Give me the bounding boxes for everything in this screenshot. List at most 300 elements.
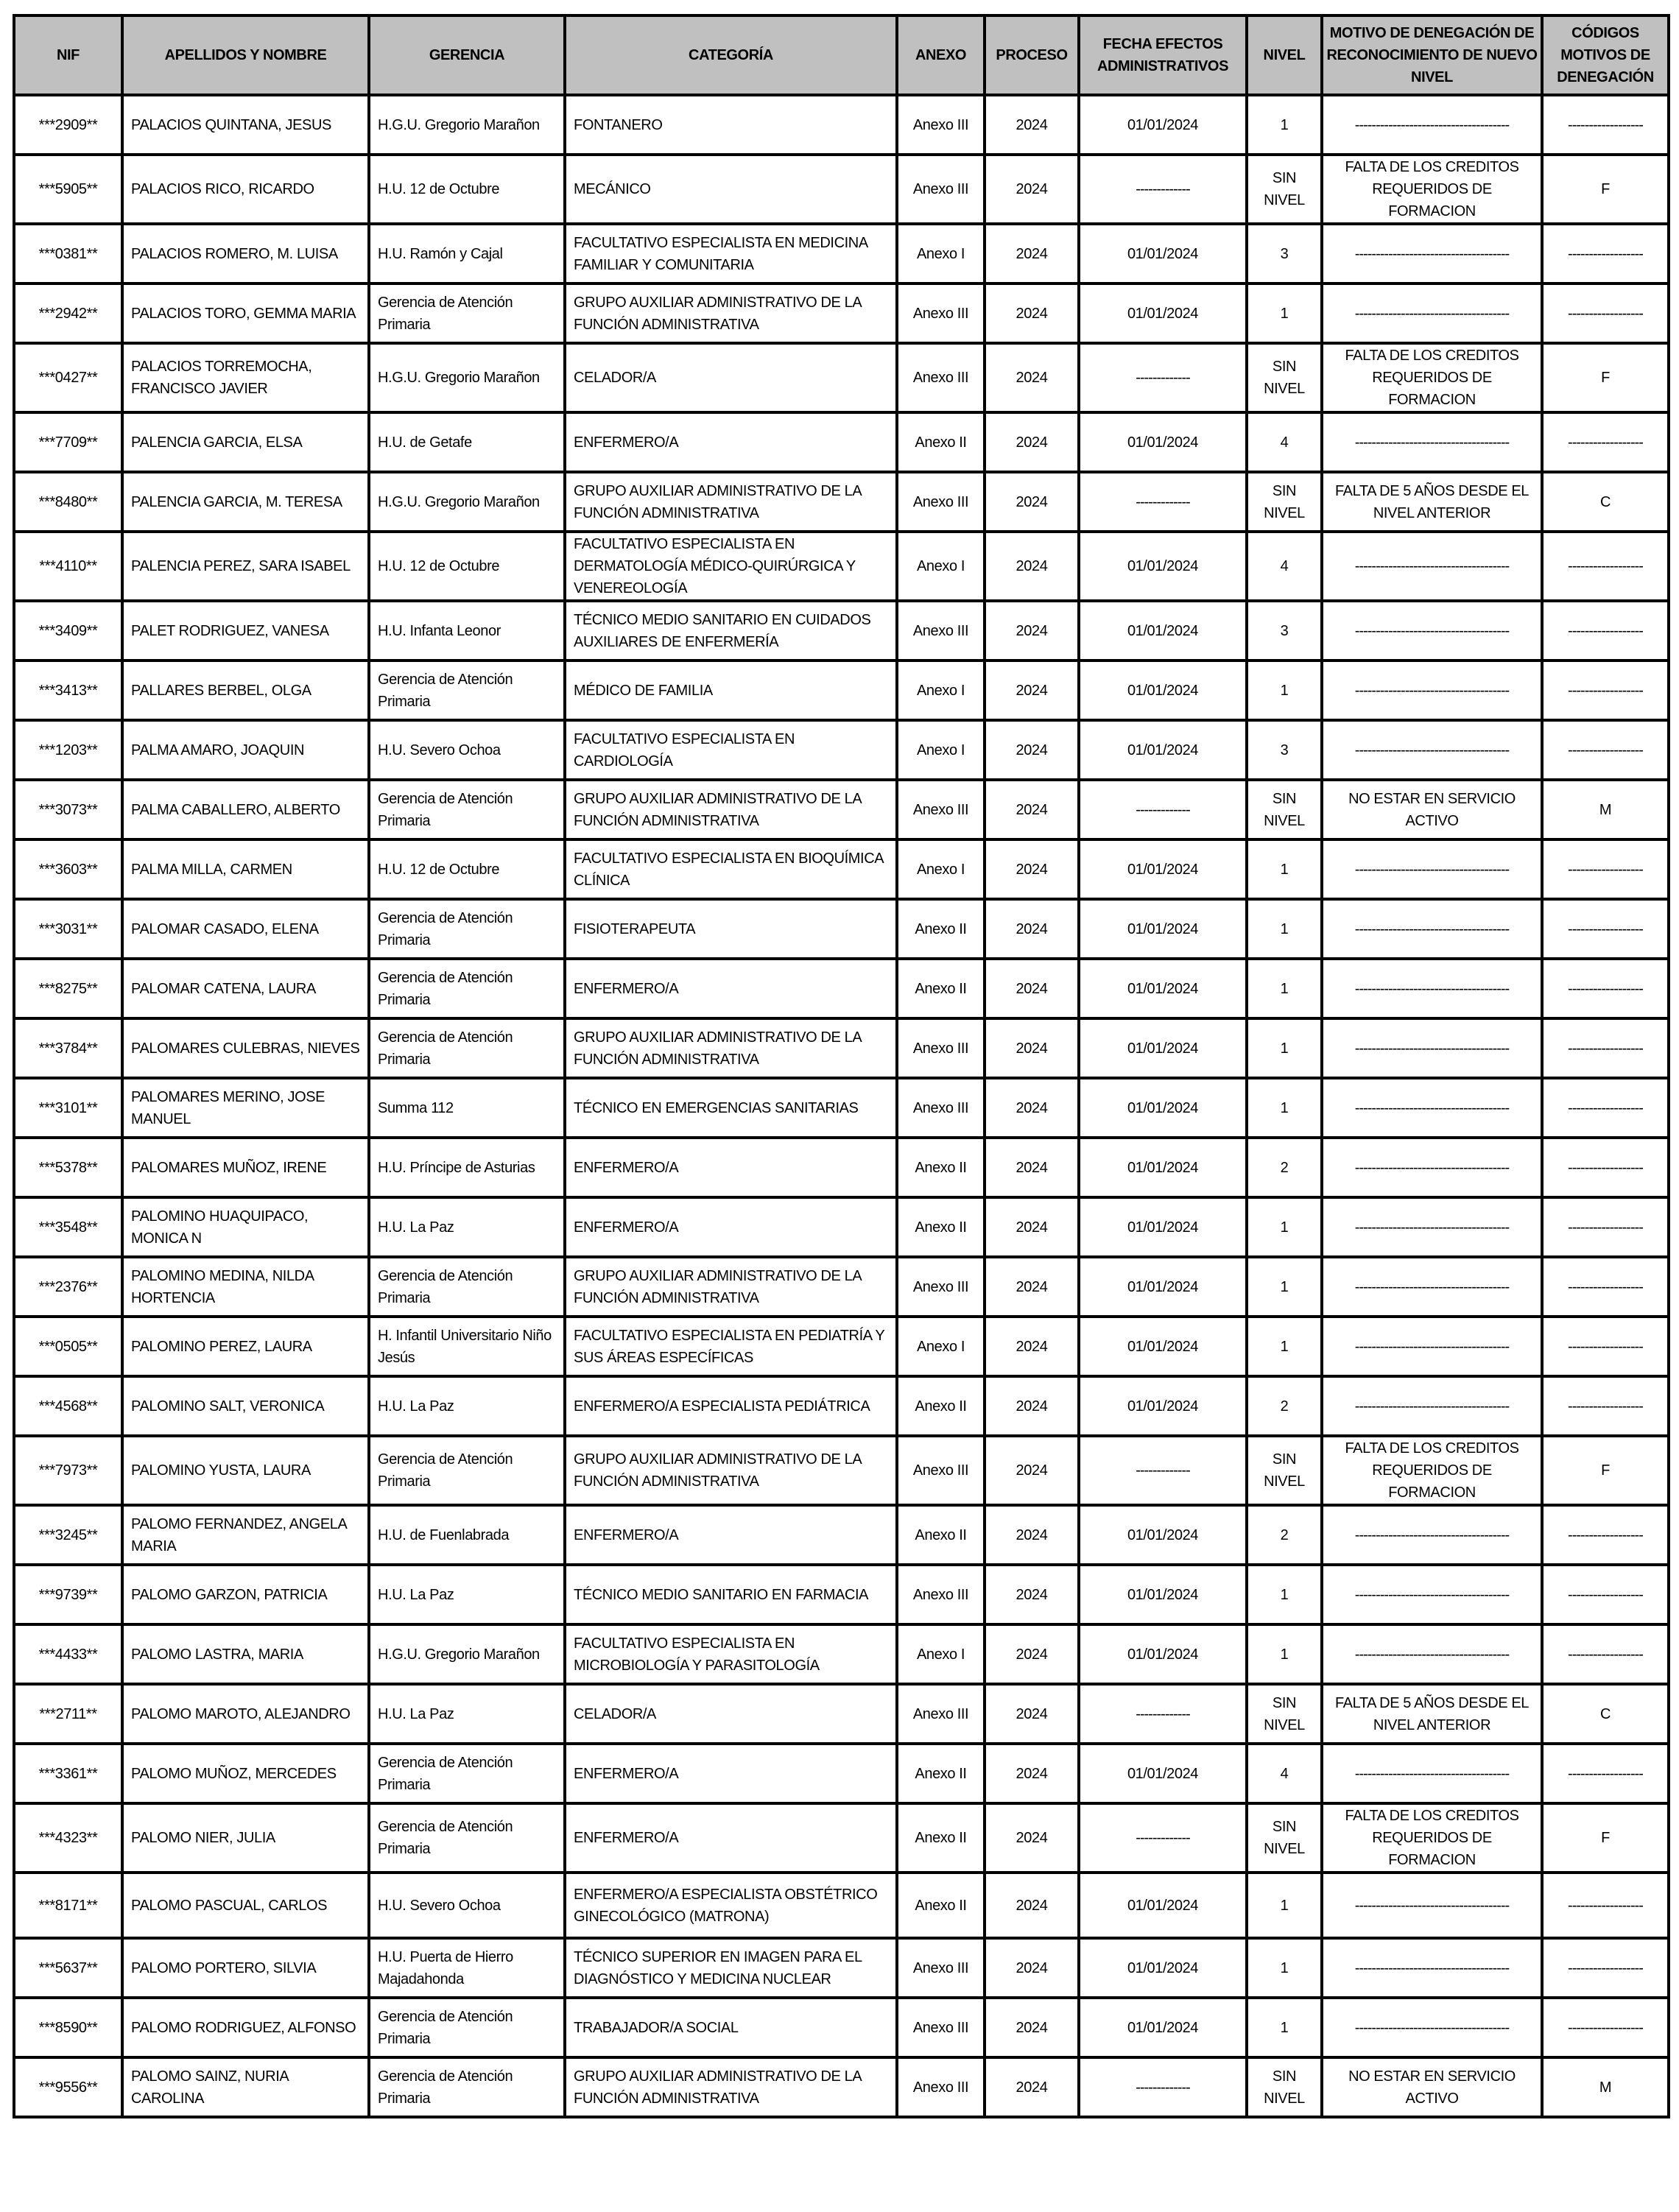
name-cell: PALOMAR CASADO, ELENA <box>122 899 369 959</box>
fecha-cell: 01/01/2024 <box>1079 1873 1247 1938</box>
nif-cell: ***2942** <box>14 283 122 343</box>
gerencia-cell: H.U. Ramón y Cajal <box>369 224 565 283</box>
fecha-cell: 01/01/2024 <box>1079 1197 1247 1257</box>
gerencia-cell: H.U. de Getafe <box>369 412 565 472</box>
codigo-cell: ------------------ <box>1542 1505 1669 1565</box>
proceso-cell: 2024 <box>985 1624 1079 1684</box>
name-cell: PALENCIA GARCIA, ELSA <box>122 412 369 472</box>
anexo-cell: Anexo III <box>897 1565 985 1624</box>
proceso-cell: 2024 <box>985 839 1079 899</box>
nivel-cell: SIN NIVEL <box>1247 2057 1322 2117</box>
table-row <box>14 1803 1669 1873</box>
gerencia-cell: H.U. 12 de Octubre <box>369 839 565 899</box>
codigo-cell: ------------------ <box>1542 1018 1669 1078</box>
gerencia-cell: H.U. de Fuenlabrada <box>369 1505 565 1565</box>
fecha-cell: ------------- <box>1079 155 1247 224</box>
table-row <box>14 1998 1669 2057</box>
nif-cell: ***3413** <box>14 661 122 720</box>
categoria-cell: ENFERMERO/A <box>565 1197 897 1257</box>
codigo-cell: ------------------ <box>1542 1744 1669 1803</box>
codigo-cell: ------------------ <box>1542 839 1669 899</box>
proceso-cell: 2024 <box>985 1317 1079 1376</box>
nivel-cell: 1 <box>1247 959 1322 1018</box>
codigo-cell: ------------------ <box>1542 959 1669 1018</box>
categoria-cell: GRUPO AUXILIAR ADMINISTRATIVO DE LA FUNCIÓN ADMINISTRATIVA <box>565 1018 897 1078</box>
table-row <box>14 720 1669 780</box>
header-codigos-denegacion: CÓDIGOS MOTIVOS DE DENEGACIÓN <box>1542 15 1669 95</box>
anexo-cell: Anexo I <box>897 720 985 780</box>
fecha-cell: 01/01/2024 <box>1079 1744 1247 1803</box>
proceso-cell: 2024 <box>985 1376 1079 1436</box>
codigo-cell: ------------------ <box>1542 1197 1669 1257</box>
fecha-cell: 01/01/2024 <box>1079 601 1247 661</box>
codigo-cell: ------------------ <box>1542 899 1669 959</box>
anexo-cell: Anexo II <box>897 1744 985 1803</box>
nif-cell: ***9556** <box>14 2057 122 2117</box>
nivel-cell: 1 <box>1247 661 1322 720</box>
nif-cell: ***8275** <box>14 959 122 1018</box>
nivel-cell: SIN NIVEL <box>1247 1436 1322 1505</box>
fecha-cell: 01/01/2024 <box>1079 1078 1247 1138</box>
fecha-cell: 01/01/2024 <box>1079 661 1247 720</box>
nivel-cell: 1 <box>1247 1197 1322 1257</box>
name-cell: PALOMINO PEREZ, LAURA <box>122 1317 369 1376</box>
proceso-cell: 2024 <box>985 959 1079 1018</box>
proceso-cell: 2024 <box>985 155 1079 224</box>
fecha-cell: 01/01/2024 <box>1079 283 1247 343</box>
nif-cell: ***0505** <box>14 1317 122 1376</box>
header-anexo: ANEXO <box>897 15 985 95</box>
categoria-cell: ENFERMERO/A ESPECIALISTA OBSTÉTRICO GINECOLÓGICO (MATRONA) <box>565 1873 897 1938</box>
nif-cell: ***3101** <box>14 1078 122 1138</box>
proceso-cell: 2024 <box>985 412 1079 472</box>
nif-cell: ***4110** <box>14 532 122 601</box>
table-row <box>14 1938 1669 1998</box>
nivel-cell: 4 <box>1247 1744 1322 1803</box>
nivel-cell: 1 <box>1247 839 1322 899</box>
nivel-cell: 3 <box>1247 720 1322 780</box>
gerencia-cell: H.G.U. Gregorio Marañon <box>369 343 565 412</box>
motivo-cell: ------------------------------------- <box>1322 1624 1542 1684</box>
proceso-cell: 2024 <box>985 1138 1079 1197</box>
motivo-cell: ------------------------------------- <box>1322 1138 1542 1197</box>
table-row <box>14 1317 1669 1376</box>
nivel-cell: 1 <box>1247 95 1322 155</box>
name-cell: PALOMO FERNANDEZ, ANGELA MARIA <box>122 1505 369 1565</box>
fecha-cell: 01/01/2024 <box>1079 224 1247 283</box>
proceso-cell: 2024 <box>985 532 1079 601</box>
nivel-cell: 2 <box>1247 1505 1322 1565</box>
codigo-cell: ------------------ <box>1542 1376 1669 1436</box>
gerencia-cell: H.U. Puerta de Hierro Majadahonda <box>369 1938 565 1998</box>
proceso-cell: 2024 <box>985 1078 1079 1138</box>
table-row <box>14 1505 1669 1565</box>
codigo-cell: ------------------ <box>1542 661 1669 720</box>
name-cell: PALACIOS QUINTANA, JESUS <box>122 95 369 155</box>
motivo-cell: ------------------------------------- <box>1322 1197 1542 1257</box>
motivo-cell: ------------------------------------- <box>1322 1505 1542 1565</box>
gerencia-cell: Gerencia de Atención Primaria <box>369 780 565 839</box>
proceso-cell: 2024 <box>985 1565 1079 1624</box>
categoria-cell: GRUPO AUXILIAR ADMINISTRATIVO DE LA FUNCIÓN ADMINISTRATIVA <box>565 1436 897 1505</box>
categoria-cell: ENFERMERO/A <box>565 1505 897 1565</box>
motivo-cell: FALTA DE 5 AÑOS DESDE EL NIVEL ANTERIOR <box>1322 1684 1542 1744</box>
gerencia-cell: H.U. La Paz <box>369 1565 565 1624</box>
codigo-cell: ------------------ <box>1542 412 1669 472</box>
name-cell: PALENCIA PEREZ, SARA ISABEL <box>122 532 369 601</box>
proceso-cell: 2024 <box>985 224 1079 283</box>
motivo-cell: ------------------------------------- <box>1322 283 1542 343</box>
motivo-cell: FALTA DE LOS CREDITOS REQUERIDOS DE FORMACION <box>1322 343 1542 412</box>
nivel-cell: 2 <box>1247 1376 1322 1436</box>
codigo-cell: C <box>1542 472 1669 532</box>
header-row <box>14 15 1669 95</box>
proceso-cell: 2024 <box>985 780 1079 839</box>
nif-cell: ***4433** <box>14 1624 122 1684</box>
categoria-cell: TÉCNICO MEDIO SANITARIO EN CUIDADOS AUXILIARES DE ENFERMERÍA <box>565 601 897 661</box>
proceso-cell: 2024 <box>985 661 1079 720</box>
table-row <box>14 224 1669 283</box>
proceso-cell: 2024 <box>985 2057 1079 2117</box>
nivel-cell: 1 <box>1247 283 1322 343</box>
anexo-cell: Anexo I <box>897 839 985 899</box>
motivo-cell: ------------------------------------- <box>1322 1873 1542 1938</box>
header-categoria: CATEGORÍA <box>565 15 897 95</box>
codigo-cell: ------------------ <box>1542 1998 1669 2057</box>
table-row <box>14 1018 1669 1078</box>
nivel-cell: 1 <box>1247 1565 1322 1624</box>
name-cell: PALOMARES CULEBRAS, NIEVES <box>122 1018 369 1078</box>
gerencia-cell: H.U. Infanta Leonor <box>369 601 565 661</box>
table-row <box>14 343 1669 412</box>
motivo-cell: FALTA DE LOS CREDITOS REQUERIDOS DE FORMACION <box>1322 1803 1542 1873</box>
fecha-cell: 01/01/2024 <box>1079 1257 1247 1317</box>
gerencia-cell: H. Infantil Universitario Niño Jesús <box>369 1317 565 1376</box>
motivo-cell: ------------------------------------- <box>1322 959 1542 1018</box>
nivel-cell: SIN NIVEL <box>1247 155 1322 224</box>
header-fecha-efectos: FECHA EFECTOS ADMINISTRATIVOS <box>1079 15 1247 95</box>
nivel-cell: 1 <box>1247 1257 1322 1317</box>
nif-cell: ***1203** <box>14 720 122 780</box>
nivel-cell: 1 <box>1247 899 1322 959</box>
motivo-cell: ------------------------------------- <box>1322 1998 1542 2057</box>
fecha-cell: 01/01/2024 <box>1079 1376 1247 1436</box>
codigo-cell: F <box>1542 1803 1669 1873</box>
name-cell: PALOMARES MUÑOZ, IRENE <box>122 1138 369 1197</box>
anexo-cell: Anexo III <box>897 1018 985 1078</box>
codigo-cell: ------------------ <box>1542 283 1669 343</box>
motivo-cell: ------------------------------------- <box>1322 1018 1542 1078</box>
categoria-cell: GRUPO AUXILIAR ADMINISTRATIVO DE LA FUNCIÓN ADMINISTRATIVA <box>565 2057 897 2117</box>
table-row <box>14 1078 1669 1138</box>
table-body <box>14 95 1669 2117</box>
motivo-cell: ------------------------------------- <box>1322 412 1542 472</box>
nivel-cell: 1 <box>1247 1624 1322 1684</box>
nif-cell: ***4568** <box>14 1376 122 1436</box>
header-nif: NIF <box>14 15 122 95</box>
table-row <box>14 412 1669 472</box>
proceso-cell: 2024 <box>985 1684 1079 1744</box>
categoria-cell: FISIOTERAPEUTA <box>565 899 897 959</box>
codigo-cell: ------------------ <box>1542 1138 1669 1197</box>
fecha-cell: ------------- <box>1079 472 1247 532</box>
anexo-cell: Anexo III <box>897 343 985 412</box>
fecha-cell: ------------- <box>1079 1684 1247 1744</box>
name-cell: PALOMINO YUSTA, LAURA <box>122 1436 369 1505</box>
anexo-cell: Anexo I <box>897 224 985 283</box>
table-row <box>14 2057 1669 2117</box>
motivo-cell: ------------------------------------- <box>1322 899 1542 959</box>
nivel-cell: SIN NIVEL <box>1247 472 1322 532</box>
fecha-cell: 01/01/2024 <box>1079 959 1247 1018</box>
fecha-cell: 01/01/2024 <box>1079 412 1247 472</box>
header-motivo-denegacion: MOTIVO DE DENEGACIÓN DE RECONOCIMIENTO DE NUEVO NIVEL <box>1322 15 1542 95</box>
table-row <box>14 1624 1669 1684</box>
codigo-cell: F <box>1542 1436 1669 1505</box>
table-row <box>14 1436 1669 1505</box>
categoria-cell: CELADOR/A <box>565 1684 897 1744</box>
header-gerencia: GERENCIA <box>369 15 565 95</box>
anexo-cell: Anexo III <box>897 95 985 155</box>
fecha-cell: 01/01/2024 <box>1079 1317 1247 1376</box>
categoria-cell: TÉCNICO SUPERIOR EN IMAGEN PARA EL DIAGNÓSTICO Y MEDICINA NUCLEAR <box>565 1938 897 1998</box>
codigo-cell: ------------------ <box>1542 1565 1669 1624</box>
resolution-table <box>13 14 1670 2118</box>
table-row <box>14 959 1669 1018</box>
anexo-cell: Anexo II <box>897 1197 985 1257</box>
gerencia-cell: Gerencia de Atención Primaria <box>369 1998 565 2057</box>
table-row <box>14 1257 1669 1317</box>
nivel-cell: 4 <box>1247 412 1322 472</box>
name-cell: PALOMO RODRIGUEZ, ALFONSO <box>122 1998 369 2057</box>
gerencia-cell: Gerencia de Atención Primaria <box>369 1436 565 1505</box>
motivo-cell: ------------------------------------- <box>1322 839 1542 899</box>
categoria-cell: TÉCNICO EN EMERGENCIAS SANITARIAS <box>565 1078 897 1138</box>
nif-cell: ***0427** <box>14 343 122 412</box>
fecha-cell: ------------- <box>1079 2057 1247 2117</box>
table-row <box>14 601 1669 661</box>
categoria-cell: FONTANERO <box>565 95 897 155</box>
name-cell: PALOMINO HUAQUIPACO, MONICA N <box>122 1197 369 1257</box>
anexo-cell: Anexo III <box>897 155 985 224</box>
name-cell: PALOMARES MERINO, JOSE MANUEL <box>122 1078 369 1138</box>
nif-cell: ***3548** <box>14 1197 122 1257</box>
nivel-cell: 1 <box>1247 1998 1322 2057</box>
nif-cell: ***3031** <box>14 899 122 959</box>
nivel-cell: SIN NIVEL <box>1247 1803 1322 1873</box>
nif-cell: ***3603** <box>14 839 122 899</box>
categoria-cell: GRUPO AUXILIAR ADMINISTRATIVO DE LA FUNCIÓN ADMINISTRATIVA <box>565 283 897 343</box>
header-apellidos-nombre: APELLIDOS Y NOMBRE <box>122 15 369 95</box>
gerencia-cell: Gerencia de Atención Primaria <box>369 1744 565 1803</box>
categoria-cell: ENFERMERO/A <box>565 1803 897 1873</box>
fecha-cell: 01/01/2024 <box>1079 1505 1247 1565</box>
proceso-cell: 2024 <box>985 1257 1079 1317</box>
gerencia-cell: H.G.U. Gregorio Marañon <box>369 95 565 155</box>
gerencia-cell: Gerencia de Atención Primaria <box>369 959 565 1018</box>
anexo-cell: Anexo III <box>897 1684 985 1744</box>
gerencia-cell: Gerencia de Atención Primaria <box>369 1018 565 1078</box>
anexo-cell: Anexo II <box>897 1873 985 1938</box>
nif-cell: ***2711** <box>14 1684 122 1744</box>
fecha-cell: ------------- <box>1079 1803 1247 1873</box>
name-cell: PALMA CABALLERO, ALBERTO <box>122 780 369 839</box>
fecha-cell: 01/01/2024 <box>1079 95 1247 155</box>
table-row <box>14 839 1669 899</box>
gerencia-cell: H.U. 12 de Octubre <box>369 155 565 224</box>
gerencia-cell: H.U. Severo Ochoa <box>369 720 565 780</box>
fecha-cell: 01/01/2024 <box>1079 1998 1247 2057</box>
nivel-cell: 3 <box>1247 601 1322 661</box>
table-row <box>14 899 1669 959</box>
nivel-cell: 1 <box>1247 1317 1322 1376</box>
anexo-cell: Anexo I <box>897 1624 985 1684</box>
motivo-cell: ------------------------------------- <box>1322 1376 1542 1436</box>
header-proceso: PROCESO <box>985 15 1079 95</box>
nif-cell: ***5378** <box>14 1138 122 1197</box>
anexo-cell: Anexo III <box>897 1938 985 1998</box>
table-row <box>14 1376 1669 1436</box>
nif-cell: ***3409** <box>14 601 122 661</box>
fecha-cell: 01/01/2024 <box>1079 839 1247 899</box>
motivo-cell: ------------------------------------- <box>1322 1565 1542 1624</box>
proceso-cell: 2024 <box>985 720 1079 780</box>
name-cell: PALOMO MUÑOZ, MERCEDES <box>122 1744 369 1803</box>
nif-cell: ***5905** <box>14 155 122 224</box>
anexo-cell: Anexo III <box>897 1078 985 1138</box>
codigo-cell: F <box>1542 155 1669 224</box>
categoria-cell: MÉDICO DE FAMILIA <box>565 661 897 720</box>
gerencia-cell: H.U. La Paz <box>369 1376 565 1436</box>
fecha-cell: ------------- <box>1079 1436 1247 1505</box>
name-cell: PALACIOS ROMERO, M. LUISA <box>122 224 369 283</box>
motivo-cell: FALTA DE LOS CREDITOS REQUERIDOS DE FORMACION <box>1322 1436 1542 1505</box>
motivo-cell: ------------------------------------- <box>1322 224 1542 283</box>
motivo-cell: ------------------------------------- <box>1322 720 1542 780</box>
codigo-cell: ------------------ <box>1542 1873 1669 1938</box>
name-cell: PALOMO PASCUAL, CARLOS <box>122 1873 369 1938</box>
categoria-cell: FACULTATIVO ESPECIALISTA EN PEDIATRÍA Y SUS ÁREAS ESPECÍFICAS <box>565 1317 897 1376</box>
codigo-cell: ------------------ <box>1542 1078 1669 1138</box>
anexo-cell: Anexo II <box>897 1505 985 1565</box>
fecha-cell: 01/01/2024 <box>1079 899 1247 959</box>
codigo-cell: ------------------ <box>1542 720 1669 780</box>
codigo-cell: ------------------ <box>1542 532 1669 601</box>
name-cell: PALLARES BERBEL, OLGA <box>122 661 369 720</box>
fecha-cell: 01/01/2024 <box>1079 1018 1247 1078</box>
codigo-cell: ------------------ <box>1542 95 1669 155</box>
gerencia-cell: H.U. 12 de Octubre <box>369 532 565 601</box>
name-cell: PALOMINO SALT, VERONICA <box>122 1376 369 1436</box>
gerencia-cell: H.U. La Paz <box>369 1197 565 1257</box>
anexo-cell: Anexo I <box>897 1317 985 1376</box>
gerencia-cell: Gerencia de Atención Primaria <box>369 2057 565 2117</box>
anexo-cell: Anexo II <box>897 959 985 1018</box>
nif-cell: ***7973** <box>14 1436 122 1505</box>
nif-cell: ***3073** <box>14 780 122 839</box>
fecha-cell: 01/01/2024 <box>1079 532 1247 601</box>
codigo-cell: ------------------ <box>1542 601 1669 661</box>
anexo-cell: Anexo III <box>897 780 985 839</box>
gerencia-cell: H.G.U. Gregorio Marañon <box>369 472 565 532</box>
motivo-cell: NO ESTAR EN SERVICIO ACTIVO <box>1322 2057 1542 2117</box>
name-cell: PALOMO PORTERO, SILVIA <box>122 1938 369 1998</box>
motivo-cell: ------------------------------------- <box>1322 601 1542 661</box>
categoria-cell: ENFERMERO/A <box>565 959 897 1018</box>
anexo-cell: Anexo III <box>897 1257 985 1317</box>
nif-cell: ***8480** <box>14 472 122 532</box>
anexo-cell: Anexo III <box>897 601 985 661</box>
categoria-cell: FACULTATIVO ESPECIALISTA EN MEDICINA FAMILIAR Y COMUNITARIA <box>565 224 897 283</box>
gerencia-cell: Summa 112 <box>369 1078 565 1138</box>
table-row <box>14 1565 1669 1624</box>
proceso-cell: 2024 <box>985 1436 1079 1505</box>
categoria-cell: MECÁNICO <box>565 155 897 224</box>
categoria-cell: GRUPO AUXILIAR ADMINISTRATIVO DE LA FUNCIÓN ADMINISTRATIVA <box>565 1257 897 1317</box>
categoria-cell: CELADOR/A <box>565 343 897 412</box>
gerencia-cell: Gerencia de Atención Primaria <box>369 1803 565 1873</box>
nif-cell: ***8590** <box>14 1998 122 2057</box>
gerencia-cell: H.U. Príncipe de Asturias <box>369 1138 565 1197</box>
name-cell: PALACIOS TORO, GEMMA MARIA <box>122 283 369 343</box>
anexo-cell: Anexo III <box>897 472 985 532</box>
motivo-cell: ------------------------------------- <box>1322 1938 1542 1998</box>
nif-cell: ***7709** <box>14 412 122 472</box>
name-cell: PALMA MILLA, CARMEN <box>122 839 369 899</box>
proceso-cell: 2024 <box>985 1505 1079 1565</box>
table-row <box>14 1197 1669 1257</box>
name-cell: PALOMINO MEDINA, NILDA HORTENCIA <box>122 1257 369 1317</box>
codigo-cell: ------------------ <box>1542 1624 1669 1684</box>
anexo-cell: Anexo II <box>897 1138 985 1197</box>
table-row <box>14 95 1669 155</box>
categoria-cell: FACULTATIVO ESPECIALISTA EN BIOQUÍMICA CLÍNICA <box>565 839 897 899</box>
anexo-cell: Anexo I <box>897 661 985 720</box>
proceso-cell: 2024 <box>985 601 1079 661</box>
nif-cell: ***2909** <box>14 95 122 155</box>
proceso-cell: 2024 <box>985 1744 1079 1803</box>
nif-cell: ***3245** <box>14 1505 122 1565</box>
nivel-cell: SIN NIVEL <box>1247 1684 1322 1744</box>
anexo-cell: Anexo I <box>897 532 985 601</box>
motivo-cell: ------------------------------------- <box>1322 661 1542 720</box>
fecha-cell: 01/01/2024 <box>1079 1565 1247 1624</box>
motivo-cell: FALTA DE LOS CREDITOS REQUERIDOS DE FORMACION <box>1322 155 1542 224</box>
codigo-cell: M <box>1542 2057 1669 2117</box>
nivel-cell: SIN NIVEL <box>1247 343 1322 412</box>
gerencia-cell: H.U. La Paz <box>369 1684 565 1744</box>
proceso-cell: 2024 <box>985 899 1079 959</box>
gerencia-cell: Gerencia de Atención Primaria <box>369 899 565 959</box>
gerencia-cell: Gerencia de Atención Primaria <box>369 661 565 720</box>
proceso-cell: 2024 <box>985 1938 1079 1998</box>
proceso-cell: 2024 <box>985 1197 1079 1257</box>
nif-cell: ***5637** <box>14 1938 122 1998</box>
anexo-cell: Anexo III <box>897 1998 985 2057</box>
codigo-cell: ------------------ <box>1542 224 1669 283</box>
name-cell: PALOMO LASTRA, MARIA <box>122 1624 369 1684</box>
motivo-cell: ------------------------------------- <box>1322 1317 1542 1376</box>
fecha-cell: 01/01/2024 <box>1079 1624 1247 1684</box>
table-row <box>14 155 1669 224</box>
motivo-cell: NO ESTAR EN SERVICIO ACTIVO <box>1322 780 1542 839</box>
codigo-cell: ------------------ <box>1542 1257 1669 1317</box>
codigo-cell: F <box>1542 343 1669 412</box>
table-row <box>14 283 1669 343</box>
motivo-cell: ------------------------------------- <box>1322 532 1542 601</box>
name-cell: PALOMO NIER, JULIA <box>122 1803 369 1873</box>
codigo-cell: ------------------ <box>1542 1938 1669 1998</box>
